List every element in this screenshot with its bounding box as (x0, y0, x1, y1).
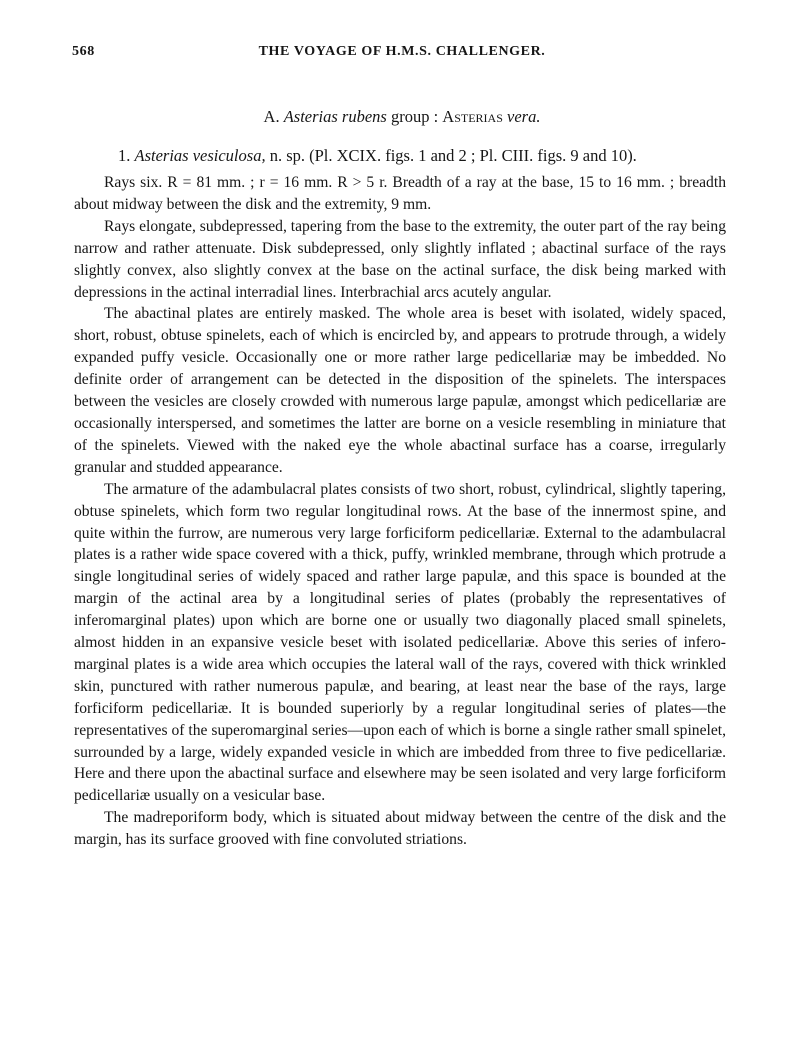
group-heading-genus: Asterias (442, 107, 503, 126)
paragraph-dimensions: Rays six. R = 81 mm. ; r = 16 mm. R > 5 r. Breadth of a ray at the base, 15 to 16 mm. ; breadth about midway between the disk and the extremity, 9 mm. (74, 174, 726, 213)
paragraph-adambulacral-armature: The armature of the adambulacral plates consists of two short, robust, cylindrical, slightly tapering, obtuse spinelets, which form two regular longitudinal rows. At the base of the innermost spine, and quite within the furrow, are numerous very large forficiform pedicellariæ. External to the adambulacral plates is a rather wide space covered with a thick, puffy, wrinkled membrane, through which protrude a single longitudinal series of widely spaced and rather large papulæ, and this space is bounded at the margin of the actinal area by a longitudinal series of plates (probably the representatives of inferomarginal plates) upon which are borne one or usually two diagonally placed small spinelets, almost hidden in an expansive vesicle beset with isolated pedicellariæ. Above this series of infero-marginal plates is a wide area which occupies the lateral wall of the rays, covered with thick wrinkled skin, punctured with rather numerous papulæ, and bearing, at least near the base of the rays, large forficiform pedicellariæ. It is bounded superiorly by a regular longitudinal series of plates—the representatives of the superomarginal series—upon each of which is borne a single rather small spinelet, surrounded by a large, widely expanded vesicle in which are imbedded from three to five pedicellariæ. Here and there upon the abactinal surface and elsewhere may be seen isolated and very large forficiform pedicellariæ usually on a vesicular base. (74, 480, 726, 805)
species-name: Asterias vesiculosa, (134, 146, 266, 165)
page-number: 568 (72, 44, 95, 59)
group-heading-prefix: A. (263, 107, 280, 126)
paragraph-rays: Rays elongate, subdepressed, tapering from the base to the extremity, the outer part of the ray being narrow and rather attenuate. Disk subdepressed, only slightly inflated ; abactinal surface of the rays slightly convex, also slightly convex at the base on the actinal surface, the disk being marked with depressions in the actinal interradial lines. Interbrachial arcs acutely angular. (74, 217, 726, 301)
paragraph-madreporiform-body: The madreporiform body, which is situated about midway between the centre of the disk and the margin, has its surface grooved with fine convoluted striations. (74, 809, 726, 849)
group-heading-species: Asterias rubens (283, 107, 387, 126)
group-heading-middle: group : (390, 107, 439, 126)
body-text (74, 172, 726, 851)
running-head (72, 44, 732, 66)
species-details: n. sp. (Pl. XCIX. figs. 1 and 2 ; Pl. CIII. figs. 9 and 10). (269, 146, 637, 165)
species-heading (118, 146, 738, 166)
paragraph-abactinal-plates: The abactinal plates are entirely masked. The whole area is beset with isolated, widely spaced, short, robust, obtuse spinelets, each of which is encircled by, and appears to protrude through, a widely expanded puffy vesicle. Occasionally one or more rather large pedicellariæ may be imbedded. No definite order of arrangement can be detected in the disposition of the spinelets. The interspaces between the vesicles are closely crowded with numerous large papulæ, amongst which pedicellariæ are occasionally interspersed, and sometimes the latter are borne on a vesicle resembling in miniature that of the spinelets. Viewed with the naked eye the whole abactinal surface has a coarse, irregularly granular and studded appearance. (74, 305, 726, 476)
group-heading (72, 107, 732, 127)
group-heading-suffix: vera. (507, 107, 541, 126)
running-title: THE VOYAGE OF H.M.S. CHALLENGER. (258, 44, 546, 59)
species-number: 1. (118, 146, 131, 165)
